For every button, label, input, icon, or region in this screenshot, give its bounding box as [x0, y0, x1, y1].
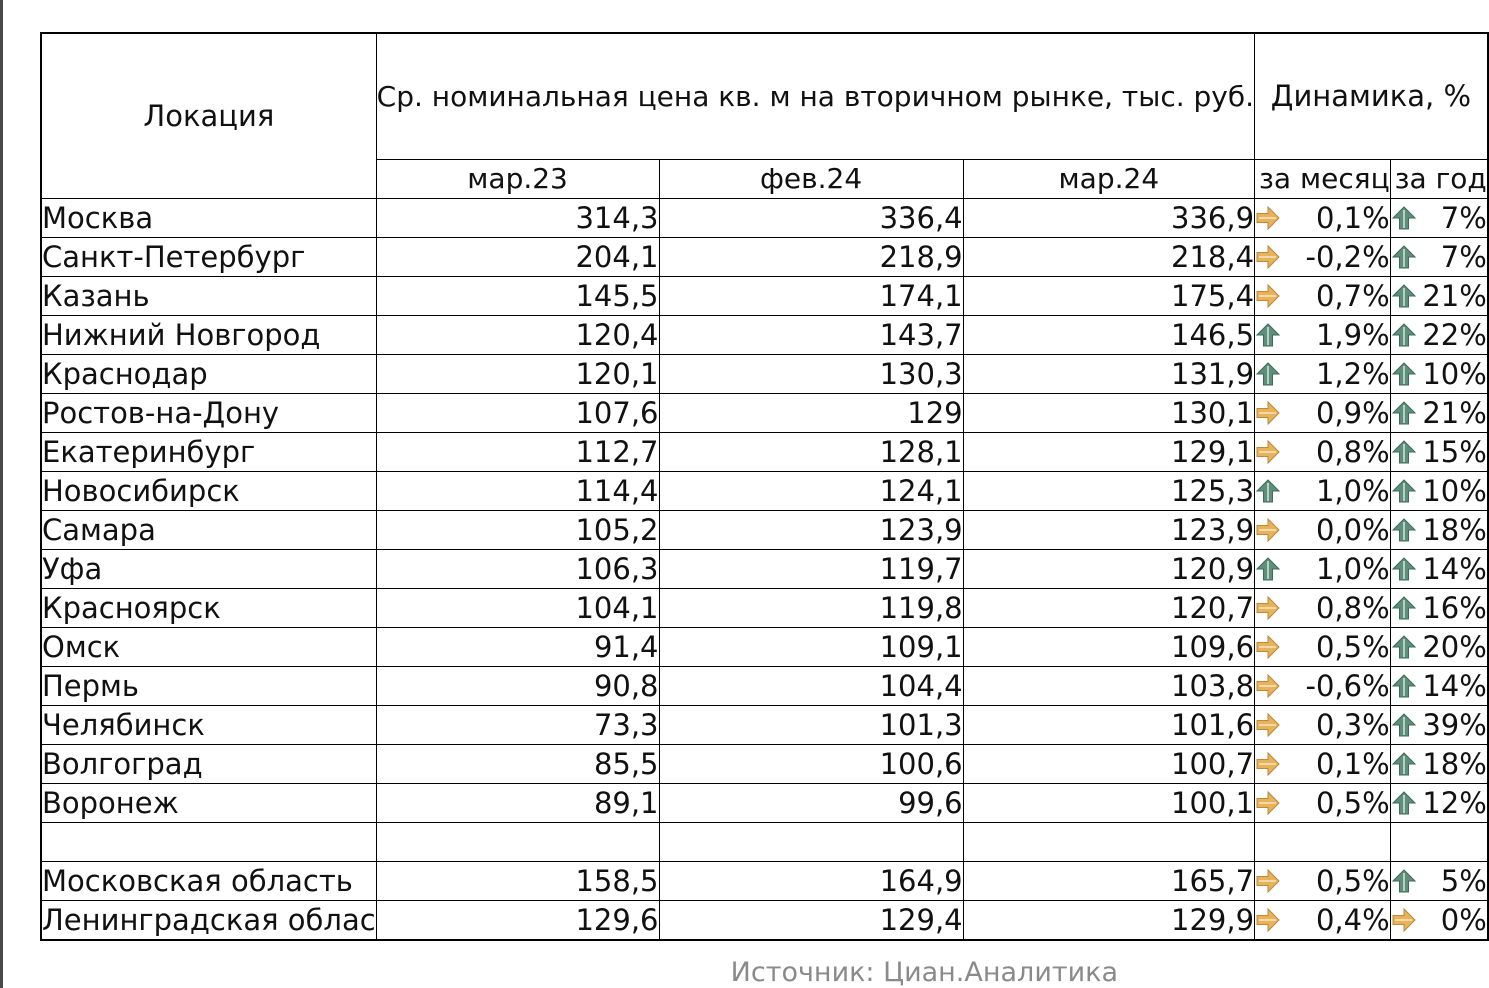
empty-cell [376, 822, 659, 861]
month-change-cell [1255, 744, 1391, 783]
price-mar24-cell: 125,3 [963, 471, 1254, 510]
price-mar23-cell: 129,6 [376, 900, 659, 940]
price-table [40, 32, 1489, 941]
price-mar24-cell: 129,9 [963, 900, 1254, 940]
up-arrow-icon [1391, 244, 1417, 270]
up-arrow-icon [1391, 439, 1417, 465]
month-change-value: 0,5% [1315, 863, 1390, 898]
up-arrow-icon [1391, 283, 1417, 309]
location-cell: Екатеринбург [41, 432, 376, 471]
price-mar23-cell: 107,6 [376, 393, 659, 432]
empty-cell [1255, 822, 1391, 861]
price-feb24-cell: 100,6 [659, 744, 963, 783]
month-change-cell [1255, 198, 1391, 237]
month-change-cell [1255, 432, 1391, 471]
right-arrow-icon [1255, 673, 1281, 699]
up-arrow-icon [1391, 595, 1417, 621]
year-change-cell [1390, 471, 1488, 510]
year-change-cell [1390, 861, 1488, 900]
dynamics-header-year: за год [1390, 159, 1488, 198]
price-feb24-cell: 174,1 [659, 276, 963, 315]
location-cell: Казань [41, 276, 376, 315]
up-arrow-icon [1391, 712, 1417, 738]
right-arrow-icon [1255, 751, 1281, 777]
year-change-cell [1390, 627, 1488, 666]
empty-cell [41, 822, 376, 861]
year-change-cell [1390, 432, 1488, 471]
year-change-cell [1390, 276, 1488, 315]
price-mar23-cell: 114,4 [376, 471, 659, 510]
price-mar24-cell: 131,9 [963, 354, 1254, 393]
year-change-cell [1390, 393, 1488, 432]
price-mar23-cell: 104,1 [376, 588, 659, 627]
year-change-cell [1390, 198, 1488, 237]
location-cell: Уфа [41, 549, 376, 588]
location-cell: Воронеж [41, 783, 376, 822]
month-change-value: 1,0% [1315, 473, 1390, 508]
price-mar24-cell: 218,4 [963, 237, 1254, 276]
year-change-value: 18% [1422, 512, 1487, 547]
year-change-value: 14% [1422, 668, 1487, 703]
empty-cell [659, 822, 963, 861]
right-arrow-icon [1255, 517, 1281, 543]
up-arrow-icon [1255, 322, 1281, 348]
up-arrow-icon [1391, 751, 1417, 777]
year-change-cell [1390, 315, 1488, 354]
location-cell: Красноярск [41, 588, 376, 627]
dynamics-header-month: за месяц [1255, 159, 1391, 198]
month-change-value: 0,1% [1315, 200, 1390, 235]
location-cell: Ленинградская облас [41, 900, 376, 940]
location-cell: Московская область [41, 861, 376, 900]
up-arrow-icon [1391, 361, 1417, 387]
price-feb24-cell: 218,9 [659, 237, 963, 276]
price-mar23-cell: 85,5 [376, 744, 659, 783]
up-arrow-icon [1391, 400, 1417, 426]
price-feb24-cell: 99,6 [659, 783, 963, 822]
location-header: Локация [41, 33, 376, 198]
price-feb24-cell: 109,1 [659, 627, 963, 666]
price-mar23-cell: 73,3 [376, 705, 659, 744]
price-mar23-cell: 112,7 [376, 432, 659, 471]
right-arrow-icon [1255, 439, 1281, 465]
table-row [41, 588, 1488, 627]
location-cell: Челябинск [41, 705, 376, 744]
price-feb24-cell: 123,9 [659, 510, 963, 549]
up-arrow-icon [1391, 322, 1417, 348]
table-row [41, 237, 1488, 276]
table-row [41, 783, 1488, 822]
month-change-value: 0,5% [1315, 785, 1390, 820]
price-mar24-cell: 146,5 [963, 315, 1254, 354]
price-mar24-cell: 123,9 [963, 510, 1254, 549]
year-change-cell [1390, 666, 1488, 705]
up-arrow-icon [1391, 205, 1417, 231]
up-arrow-icon [1255, 478, 1281, 504]
month-change-value: 0,9% [1315, 395, 1390, 430]
month-change-cell [1255, 549, 1391, 588]
month-change-value: 0,1% [1315, 746, 1390, 781]
month-change-cell [1255, 354, 1391, 393]
price-mar24-cell: 100,7 [963, 744, 1254, 783]
month-change-cell [1255, 588, 1391, 627]
period-header-feb24: фев.24 [659, 159, 963, 198]
table-row [41, 861, 1488, 900]
table-row [41, 510, 1488, 549]
price-mar23-cell: 204,1 [376, 237, 659, 276]
spacer-row [41, 822, 1488, 861]
month-change-value: -0,2% [1305, 239, 1390, 274]
month-change-cell [1255, 783, 1391, 822]
dynamics-group-header: Динамика, % [1255, 33, 1488, 159]
year-change-value: 0% [1440, 902, 1487, 937]
price-mar23-cell: 91,4 [376, 627, 659, 666]
year-change-value: 15% [1422, 434, 1487, 469]
month-change-value: 0,3% [1315, 707, 1390, 742]
price-mar24-cell: 130,1 [963, 393, 1254, 432]
year-change-value: 21% [1422, 395, 1487, 430]
price-feb24-cell: 336,4 [659, 198, 963, 237]
price-mar23-cell: 90,8 [376, 666, 659, 705]
table-row [41, 666, 1488, 705]
up-arrow-icon [1391, 478, 1417, 504]
price-feb24-cell: 129 [659, 393, 963, 432]
price-feb24-cell: 104,4 [659, 666, 963, 705]
month-change-value: 0,0% [1315, 512, 1390, 547]
year-change-value: 18% [1422, 746, 1487, 781]
price-feb24-cell: 101,3 [659, 705, 963, 744]
location-cell: Санкт-Петербург [41, 237, 376, 276]
city-rows [41, 198, 1488, 822]
price-feb24-cell: 143,7 [659, 315, 963, 354]
year-change-value: 39% [1422, 707, 1487, 742]
month-change-value: 1,0% [1315, 551, 1390, 586]
price-group-header: Ср. номинальная цена кв. м на вторичном рынке, тыс. руб. [376, 33, 1254, 159]
month-change-value: 0,4% [1315, 902, 1390, 937]
price-feb24-cell: 130,3 [659, 354, 963, 393]
right-arrow-icon [1255, 712, 1281, 738]
month-change-value: 0,8% [1315, 434, 1390, 469]
location-cell: Москва [41, 198, 376, 237]
price-mar24-cell: 109,6 [963, 627, 1254, 666]
left-edge-line [0, 0, 3, 988]
right-arrow-icon [1255, 283, 1281, 309]
location-cell: Новосибирск [41, 471, 376, 510]
right-arrow-icon [1255, 595, 1281, 621]
right-arrow-icon [1255, 634, 1281, 660]
empty-cell [1390, 822, 1488, 861]
year-change-cell [1390, 237, 1488, 276]
price-mar23-cell: 145,5 [376, 276, 659, 315]
month-change-cell [1255, 276, 1391, 315]
year-change-cell [1390, 705, 1488, 744]
price-mar23-cell: 89,1 [376, 783, 659, 822]
location-cell: Волгоград [41, 744, 376, 783]
year-change-cell [1390, 549, 1488, 588]
table-row [41, 744, 1488, 783]
year-change-value: 12% [1422, 785, 1487, 820]
month-change-cell [1255, 393, 1391, 432]
location-cell: Самара [41, 510, 376, 549]
price-feb24-cell: 129,4 [659, 900, 963, 940]
table-row [41, 471, 1488, 510]
up-arrow-icon [1255, 361, 1281, 387]
price-mar23-cell: 106,3 [376, 549, 659, 588]
year-change-value: 16% [1422, 590, 1487, 625]
month-change-cell [1255, 315, 1391, 354]
price-feb24-cell: 124,1 [659, 471, 963, 510]
table-row [41, 705, 1488, 744]
table-row [41, 354, 1488, 393]
period-header-mar23: мар.23 [376, 159, 659, 198]
price-mar24-cell: 103,8 [963, 666, 1254, 705]
right-arrow-icon [1391, 907, 1417, 933]
table-row [41, 393, 1488, 432]
month-change-value: 0,5% [1315, 629, 1390, 664]
price-mar23-cell: 120,4 [376, 315, 659, 354]
month-change-cell [1255, 900, 1391, 940]
year-change-value: 21% [1422, 278, 1487, 313]
price-feb24-cell: 119,7 [659, 549, 963, 588]
price-mar24-cell: 101,6 [963, 705, 1254, 744]
year-change-value: 14% [1422, 551, 1487, 586]
month-change-value: 0,7% [1315, 278, 1390, 313]
price-mar24-cell: 175,4 [963, 276, 1254, 315]
month-change-cell [1255, 627, 1391, 666]
right-arrow-icon [1255, 868, 1281, 894]
right-arrow-icon [1255, 790, 1281, 816]
month-change-value: 0,8% [1315, 590, 1390, 625]
up-arrow-icon [1391, 556, 1417, 582]
year-change-value: 20% [1422, 629, 1487, 664]
month-change-cell [1255, 471, 1391, 510]
price-mar23-cell: 105,2 [376, 510, 659, 549]
table-row [41, 432, 1488, 471]
month-change-value: 1,2% [1315, 356, 1390, 391]
right-arrow-icon [1255, 205, 1281, 231]
up-arrow-icon [1391, 634, 1417, 660]
price-mar24-cell: 336,9 [963, 198, 1254, 237]
price-mar24-cell: 129,1 [963, 432, 1254, 471]
year-change-cell [1390, 900, 1488, 940]
month-change-value: 1,9% [1315, 317, 1390, 352]
price-mar24-cell: 120,9 [963, 549, 1254, 588]
right-arrow-icon [1255, 400, 1281, 426]
year-change-value: 10% [1422, 356, 1487, 391]
right-arrow-icon [1255, 244, 1281, 270]
month-change-cell [1255, 861, 1391, 900]
up-arrow-icon [1391, 517, 1417, 543]
year-change-cell [1390, 744, 1488, 783]
table-row [41, 198, 1488, 237]
month-change-cell [1255, 705, 1391, 744]
up-arrow-icon [1391, 673, 1417, 699]
location-cell: Ростов-на-Дону [41, 393, 376, 432]
up-arrow-icon [1391, 868, 1417, 894]
month-change-cell [1255, 510, 1391, 549]
right-arrow-icon [1255, 907, 1281, 933]
year-change-cell [1390, 510, 1488, 549]
price-mar24-cell: 120,7 [963, 588, 1254, 627]
location-cell: Омск [41, 627, 376, 666]
location-cell: Нижний Новгород [41, 315, 376, 354]
location-cell: Пермь [41, 666, 376, 705]
year-change-value: 5% [1440, 863, 1487, 898]
month-change-cell [1255, 237, 1391, 276]
table-row [41, 549, 1488, 588]
price-mar23-cell: 314,3 [376, 198, 659, 237]
up-arrow-icon [1255, 556, 1281, 582]
source-caption: Источник: Циан.Аналитика [730, 957, 1118, 988]
period-header-mar24: мар.24 [963, 159, 1254, 198]
table-row [41, 315, 1488, 354]
empty-cell [963, 822, 1254, 861]
year-change-value: 10% [1422, 473, 1487, 508]
year-change-value: 7% [1440, 239, 1487, 274]
year-change-cell [1390, 588, 1488, 627]
price-feb24-cell: 128,1 [659, 432, 963, 471]
month-change-value: -0,6% [1305, 668, 1390, 703]
month-change-cell [1255, 666, 1391, 705]
up-arrow-icon [1391, 790, 1417, 816]
price-mar24-cell: 165,7 [963, 861, 1254, 900]
table-row [41, 900, 1488, 940]
year-change-value: 22% [1422, 317, 1487, 352]
price-mar23-cell: 158,5 [376, 861, 659, 900]
year-change-value: 7% [1440, 200, 1487, 235]
location-cell: Краснодар [41, 354, 376, 393]
price-feb24-cell: 164,9 [659, 861, 963, 900]
year-change-cell [1390, 354, 1488, 393]
price-feb24-cell: 119,8 [659, 588, 963, 627]
price-mar23-cell: 120,1 [376, 354, 659, 393]
price-mar24-cell: 100,1 [963, 783, 1254, 822]
table-row [41, 627, 1488, 666]
year-change-cell [1390, 783, 1488, 822]
table-row [41, 276, 1488, 315]
region-rows [41, 861, 1488, 940]
